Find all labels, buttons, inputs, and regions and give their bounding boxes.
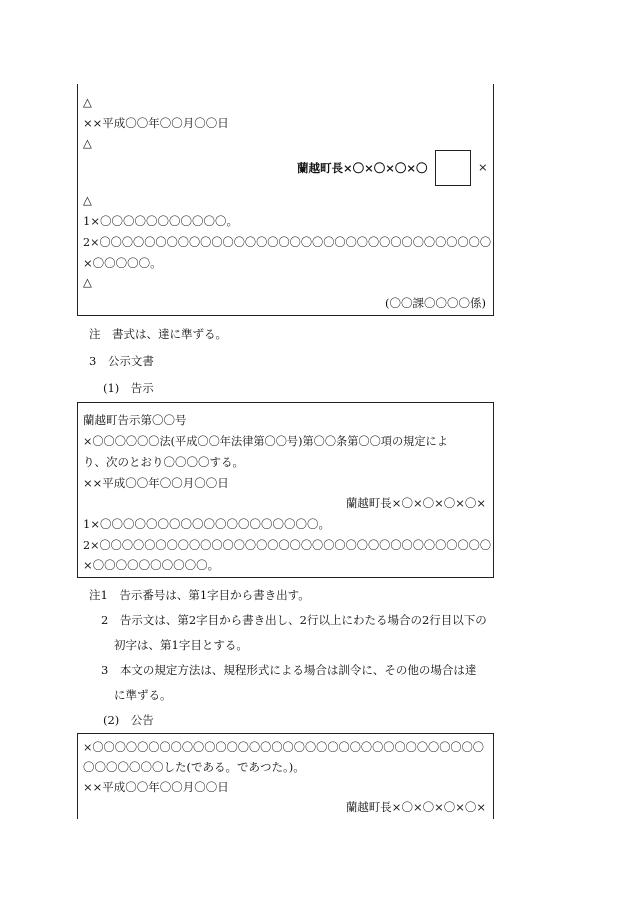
notice-issuer: 蘭越町長×〇×〇×〇×〇× — [345, 496, 486, 510]
note-format: 注 書式は、達に準ずる。 — [89, 327, 227, 341]
public-notice-line-2: 〇〇〇〇〇〇〇した(である。であつた。)。 — [83, 760, 305, 774]
public-notice-date: ××平成〇〇年〇〇月〇〇日 — [83, 780, 229, 794]
notice-item-2b: ×〇〇〇〇〇〇〇〇〇〇。 — [83, 558, 220, 572]
box3-top-border — [77, 733, 494, 734]
official-seal-box — [435, 150, 471, 186]
note-2-3b: に準ずる。 — [114, 688, 172, 702]
note-2-3a: 3 本文の規定方法は、規程形式による場合は訓令に、その他の場合は達 — [101, 663, 477, 677]
box1-item-2a: 2×〇〇〇〇〇〇〇〇〇〇〇〇〇〇〇〇〇〇〇〇〇〇〇〇〇〇〇〇〇〇〇〇〇〇〇 — [83, 236, 492, 249]
box1-issuer-tail: × — [478, 160, 488, 174]
box1-left-border — [77, 84, 78, 316]
section-3-heading: 3 公示文書 — [89, 354, 154, 368]
note-2-1: 注1 告示番号は、第1字目から書き出す。 — [89, 588, 310, 602]
notice-item-1: 1×〇〇〇〇〇〇〇〇〇〇〇〇〇〇〇〇〇〇〇。 — [83, 517, 330, 531]
box1-issuer: 蘭越町長×〇×〇×〇×〇 — [297, 161, 428, 175]
subsection-2-heading: (2) 公告 — [103, 713, 154, 727]
notice-body-a: ×〇〇〇〇〇〇法(平成〇〇年法律第〇〇号)第〇〇条第〇〇項の規定によ — [83, 435, 448, 448]
box3-left-border — [77, 733, 78, 819]
public-notice-line-1: ×〇〇〇〇〇〇〇〇〇〇〇〇〇〇〇〇〇〇〇〇〇〇〇〇〇〇〇〇〇〇〇〇〇〇〇 — [83, 741, 484, 754]
notice-number: 蘭越町告示第〇〇号 — [83, 413, 187, 427]
subsection-1-heading: (1) 告示 — [103, 381, 154, 395]
public-notice-issuer: 蘭越町長×〇×〇×〇×〇× — [345, 800, 486, 814]
notice-date: ××平成〇〇年〇〇月〇〇日 — [83, 476, 229, 490]
box3-right-border — [493, 733, 494, 819]
box1-triangle-4: △ — [83, 275, 92, 289]
box1-triangle-3: △ — [83, 193, 92, 207]
box1-triangle-2: △ — [83, 136, 92, 150]
box1-date: ××平成〇〇年〇〇月〇〇日 — [83, 116, 229, 130]
notice-item-2a: 2×〇〇〇〇〇〇〇〇〇〇〇〇〇〇〇〇〇〇〇〇〇〇〇〇〇〇〇〇〇〇〇〇〇〇〇 — [83, 539, 492, 552]
notice-body-b: り、次のとおり〇〇〇〇する。 — [83, 455, 244, 469]
box1-right-border — [493, 84, 494, 316]
note-2-2b: 初字は、第1字目とする。 — [114, 638, 248, 652]
box1-item-1: 1×〇〇〇〇〇〇〇〇〇〇〇。 — [83, 214, 238, 228]
note-2-2a: 2 告示文は、第2字目から書き出し、2行以上にわたる場合の2行目以下の — [101, 613, 487, 627]
box1-item-2b: ×〇〇〇〇〇。 — [83, 256, 162, 270]
box1-bottom-border — [77, 315, 494, 316]
box1-triangle-1: △ — [83, 95, 92, 109]
box1-department: (〇〇課〇〇〇〇係) — [385, 296, 486, 310]
